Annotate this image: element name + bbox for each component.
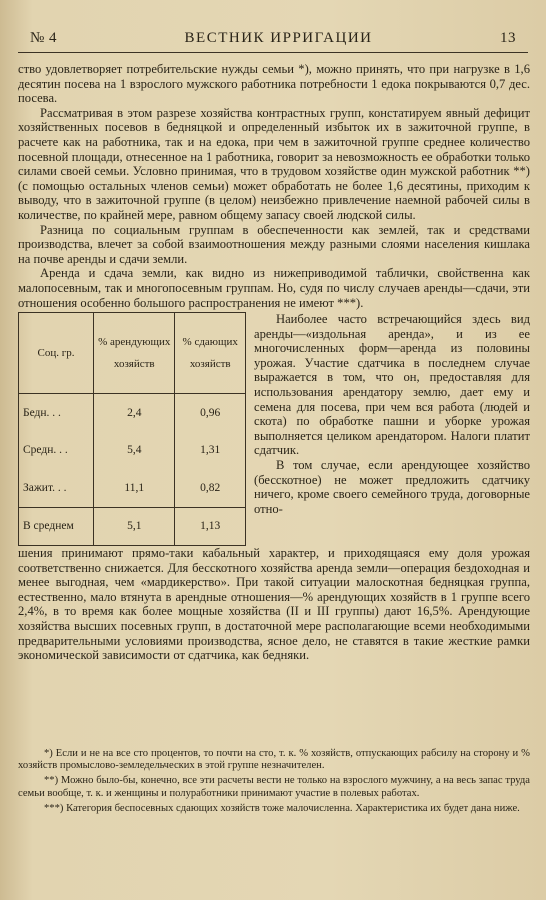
- row-renting: 5,1: [94, 508, 175, 545]
- row-leasing: 0,96: [200, 406, 221, 419]
- paragraph: Аренда и сдача земли, как видно из нижеприводимой таблички, свойственна как малопосевным, так и многопосевным группам. Но, судя по числу случаев аренды—сдачи, эти отношения особенно большого распространения не имеют ***).: [18, 266, 530, 310]
- footnote: **) Можно было-бы, конечно, все эти расчеты вести не только на взрослого мужчину, а на весь запас труда семьи вообще, т. к. и женщины и полуработники принимают участие в полевых работах.: [18, 775, 530, 799]
- paragraph: Рассматривая в этом разрезе хозяйства контрастных групп, констатируем явный дефицит хозяйственных посевов в бедняцкой и определенный избыток их в зажиточной группе, в расчете как на работника, так и на едока, при чем в зажиточной группе среднее количество посевной площади, отнесенное на 1 работника, говорит за невозможность ее обработки только силами своей семьи. Условно принимая, что в трудовом хозяйстве один мужской работник **) (с помощью остальных членов семьи) может обработать не более 1,6 десятины, приходим к выводу, что в зажиточной группе (в целом) неизбежно привлечение наемной рабочей силы в количестве, по крайней мере, равном общему запасу своей людской силы.: [18, 105, 530, 222]
- row-renting: 11,1: [94, 470, 175, 508]
- table-row: [19, 432, 245, 470]
- row-leasing: 1,13: [175, 508, 245, 545]
- row-renting: 2,4: [94, 394, 175, 432]
- journal-title: ВЕСТНИК ИРРИГАЦИИ: [184, 30, 373, 46]
- row-leasing: 1,31: [200, 444, 221, 457]
- paragraph: Разница по социальным группам в обеспеченности как землей, так и средствами производства, влечет за собой взаимоотношения между разными слоями населения кишлака на почве аренды и сдачи земли.: [18, 222, 530, 266]
- table-row: [19, 394, 245, 432]
- footnote: ***) Категория беспосевных сдающих хозяйств тоже малочисленна. Характеристика их будет дана ниже.: [44, 802, 520, 814]
- row-group: Зажит. . .: [19, 470, 94, 508]
- footnote: *) Если и не на все сто процентов, то почти на сто, т. к. % хозяйств, отпускающих рабсилу на сторону и % хозяйств промыслово-земледельческих в этой группе незначителен.: [18, 748, 530, 772]
- col-header-renting: % арендующих хозяйств: [94, 313, 175, 394]
- paragraph: В том случае, если арендующее хозяйство (бесскотное) не может предложить сдатчику ничего, кроме своего семейного труда, договорные отно-: [254, 458, 530, 516]
- col-header-leasing: % сдающих хозяйств: [175, 313, 245, 394]
- paragraph: ство удовлетворяет потребительские нужды семьи *), можно принять, что при нагрузке в 1,6 десятин посева на 1 взрослого мужского работника потребности 1 едока покрываются 0,7 дес. посева.: [18, 62, 530, 106]
- row-leasing: 0,82: [200, 482, 221, 495]
- page-header: [30, 30, 516, 52]
- issue-number: № 4: [30, 30, 58, 46]
- header-rule: [18, 52, 528, 53]
- page-number: 13: [499, 30, 516, 46]
- row-group: В среднем: [19, 508, 94, 545]
- row-group: Бедн. . .: [19, 394, 94, 432]
- row-group: Средн. . .: [19, 432, 94, 470]
- table-row-average: [19, 508, 245, 545]
- col-header-group: Соц. гр.: [19, 313, 94, 394]
- table-section: [18, 312, 530, 546]
- row-renting: 5,4: [94, 432, 175, 470]
- footnotes: [18, 748, 530, 818]
- article-body: [18, 62, 530, 663]
- rent-table: [18, 312, 246, 546]
- paragraph: шения принимают прямо-таки кабальный характер, и приходящаяся ему доля урожая соответственно снижается. Для бесскотного хозяйства аренда земли—операция бездоходная и менее выгодная, чем «мардикерство». При такой ситуации малоскотная бедняцкая группа, естественно, мало втянута в арендные отношения—% арендующих хозяйств в 1 группе всего 2,4%, в то время как более мощные хозяйства (II и III группы) дают 16,5%. Арендующие хозяйства высших посевных групп, в достаточной мере располагающие всеми необходимыми предварительными условиями производства, ясное дело, не ставятся в такие жесткие рамки экономической зависимости от сдатчика, как бедняки.: [18, 546, 530, 663]
- table-row: [19, 470, 245, 508]
- paragraph: Наиболее часто встречающийся здесь вид аренды—«издольная аренда», и из ее многочисленных форм—аренда из половины урожая. Участие сдатчика в последнем случае выражается в том, что он, предоставляя для использования арендатору землю, дает ему и семена для посева, при чем вся работа (людей и скота) по обработке пашни и уборке урожая выполняется целиком арендатором. Налоги платит сдатчик.: [254, 312, 530, 458]
- side-text: [254, 312, 530, 516]
